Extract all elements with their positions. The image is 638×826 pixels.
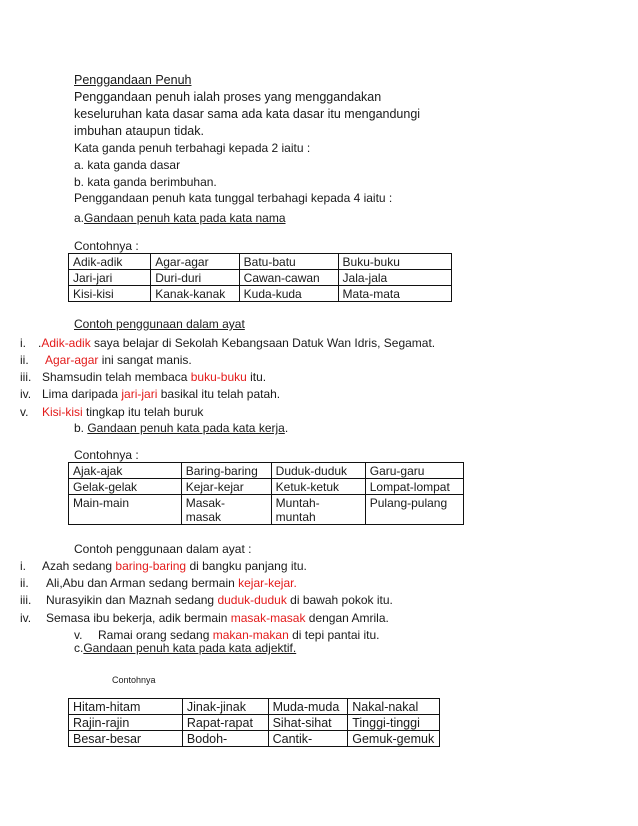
table-cell-text: Cantik- bbox=[272, 732, 313, 746]
intro-line-3: b. kata ganda berimbuhan. bbox=[74, 175, 217, 189]
table-cell bbox=[151, 254, 239, 270]
sentence bbox=[42, 404, 203, 420]
highlighted-word: Agar-agar bbox=[45, 353, 99, 367]
table-cell bbox=[365, 479, 463, 495]
table-cell bbox=[338, 270, 451, 286]
table-cell bbox=[268, 715, 348, 731]
table-cell-text: Jinak-jinak bbox=[186, 700, 246, 714]
section-c-prefix: c. bbox=[74, 641, 84, 655]
section-b-heading bbox=[74, 420, 288, 436]
table-cell-text: masak bbox=[185, 510, 222, 524]
table-cell bbox=[182, 715, 268, 731]
highlighted-word: duduk-duduk bbox=[217, 593, 287, 607]
section-a-prefix: a. bbox=[74, 211, 85, 225]
sentence-text: Semasa ibu bekerja, adik bermain bbox=[46, 611, 231, 625]
sentence-text: Azah sedang bbox=[42, 559, 116, 573]
table-cell-text: Rajin-rajin bbox=[73, 716, 130, 730]
table-cell bbox=[69, 270, 151, 286]
table-cell-text: Kanak-kanak bbox=[155, 287, 226, 301]
section-a-usage-heading-text: Contoh penggunaan dalam ayat bbox=[74, 317, 245, 331]
highlighted-word: makan-makan bbox=[212, 628, 289, 642]
table-cell bbox=[365, 463, 463, 479]
table-cell bbox=[182, 731, 268, 747]
section-a-heading bbox=[74, 210, 286, 226]
sentence-number: ii. bbox=[20, 576, 29, 590]
table-cell bbox=[268, 731, 348, 747]
section-a-examples-label: Contohnya : bbox=[74, 239, 139, 253]
sentence bbox=[42, 386, 280, 402]
table-cell-text: Buku-buku bbox=[342, 255, 400, 269]
table-cell-text: Garu-garu bbox=[369, 464, 425, 478]
table-cell bbox=[348, 699, 440, 715]
highlighted-word: Kisi-kisi bbox=[42, 405, 83, 419]
highlighted-word: masak-masak bbox=[230, 611, 306, 625]
sentence bbox=[38, 335, 435, 351]
table-cell-text: Agar-agar bbox=[155, 255, 209, 269]
table-row bbox=[69, 254, 452, 270]
table-cell-text: Mata-mata bbox=[342, 287, 400, 301]
sentence-text: tingkap itu telah buruk bbox=[82, 405, 204, 419]
table-cell bbox=[69, 731, 183, 747]
table-cell bbox=[182, 699, 268, 715]
table-cell bbox=[181, 479, 271, 495]
table-cell-text: Lompat-lompat bbox=[369, 480, 450, 494]
table-cell-text: Batu-batu bbox=[243, 255, 296, 269]
table-row bbox=[69, 699, 440, 715]
table-cell bbox=[181, 495, 271, 525]
section-a-usage-heading bbox=[74, 316, 245, 332]
section-b-prefix: b. bbox=[74, 421, 88, 435]
table-cell bbox=[69, 254, 151, 270]
sentence bbox=[42, 369, 266, 385]
sentence-text: Shamsudin telah membaca bbox=[42, 370, 191, 384]
sentence-number: v. bbox=[20, 405, 29, 419]
table-row bbox=[69, 463, 464, 479]
table-cell-text: Gelak-gelak bbox=[73, 480, 138, 494]
table-cell bbox=[239, 254, 338, 270]
definition-line-2: keseluruhan kata dasar sama ada kata dasar itu mengandungi bbox=[74, 107, 421, 121]
table-cell-text: Nakal-nakal bbox=[352, 700, 419, 714]
table-cell-text: Kuda-kuda bbox=[243, 287, 302, 301]
table-cell-text: Rapat-rapat bbox=[186, 716, 253, 730]
table-cell-text: Kejar-kejar bbox=[185, 480, 244, 494]
sentence-text: Lima daripada bbox=[42, 387, 122, 401]
table-row bbox=[69, 286, 452, 302]
table-cell-text: Cawan-cawan bbox=[243, 271, 320, 285]
section-b-suffix: . bbox=[284, 421, 289, 435]
table-cell-text: Pulang-pulang bbox=[369, 496, 448, 510]
table-cell bbox=[338, 286, 451, 302]
sentence-number: v. bbox=[74, 628, 83, 642]
table-cell bbox=[239, 270, 338, 286]
definition-line-3: imbuhan ataupun tidak. bbox=[74, 124, 204, 138]
table-cell-text: Ajak-ajak bbox=[73, 464, 123, 478]
sentence-text: Ali,Abu dan Arman sedang bermain bbox=[46, 576, 239, 590]
table-kata-kerja bbox=[68, 462, 464, 525]
sentence-number: iv. bbox=[20, 387, 32, 401]
highlighted-word: baring-baring bbox=[115, 559, 187, 573]
highlighted-word: buku-buku bbox=[190, 370, 247, 384]
sentence-text: ini sangat manis. bbox=[98, 353, 192, 367]
table-cell bbox=[69, 495, 182, 525]
section-b-examples-label: Contohnya : bbox=[74, 448, 139, 462]
table-cell-text: Tinggi-tinggi bbox=[352, 716, 420, 730]
table-cell bbox=[271, 479, 365, 495]
table-cell bbox=[151, 286, 239, 302]
section-c-examples-label: Contohnya bbox=[112, 675, 156, 685]
highlighted-word: kejar-kejar. bbox=[238, 576, 297, 590]
sentence bbox=[46, 575, 297, 591]
sentence-text: saya belajar di Sekolah Kebangsaan Datuk Wan Idris, Segamat. bbox=[90, 336, 436, 350]
intro-line-1: Kata ganda penuh terbahagi kepada 2 iaitu : bbox=[74, 141, 311, 155]
table-row bbox=[69, 495, 464, 525]
section-b-usage-heading: Contoh penggunaan dalam ayat : bbox=[74, 542, 252, 556]
table-cell bbox=[365, 495, 463, 525]
table-row bbox=[69, 715, 440, 731]
section-b-heading-text: Gandaan penuh kata pada kata kerja bbox=[87, 421, 285, 435]
table-cell-text: Bodoh- bbox=[186, 732, 228, 746]
table-row bbox=[69, 731, 440, 747]
table-cell bbox=[348, 715, 440, 731]
table-cell-text: muntah bbox=[275, 510, 316, 524]
table-cell bbox=[69, 463, 182, 479]
sentence bbox=[46, 610, 389, 626]
table-cell-text: Masak- bbox=[185, 496, 226, 510]
table-cell-text: Muda-muda bbox=[272, 700, 340, 714]
page-title: Penggandaan Penuh bbox=[74, 73, 192, 87]
sentence-text: Ramai orang sedang bbox=[98, 628, 213, 642]
table-cell bbox=[348, 731, 440, 747]
table-cell-text: Duduk-duduk bbox=[275, 464, 348, 478]
sentence-text: di tepi pantai itu. bbox=[288, 628, 380, 642]
sentence-text: . bbox=[38, 336, 42, 350]
table-cell-text: Kisi-kisi bbox=[73, 287, 114, 301]
table-cell-text: Hitam-hitam bbox=[73, 700, 141, 714]
table-cell-text: Besar-besar bbox=[73, 732, 142, 746]
section-a-heading-text: Gandaan penuh kata pada kata nama bbox=[84, 211, 286, 225]
table-cell bbox=[239, 286, 338, 302]
section-c-heading-text: Gandaan penuh kata pada kata adjektif. bbox=[83, 641, 297, 655]
definition-line-1: Penggandaan penuh ialah proses yang menggandakan bbox=[74, 90, 382, 104]
table-cell bbox=[69, 715, 183, 731]
highlighted-word: Adik-adik bbox=[41, 336, 91, 350]
sentence bbox=[42, 558, 307, 574]
intro-line-4: Penggandaan penuh kata tunggal terbahagi kepada 4 iaitu : bbox=[74, 191, 393, 205]
table-cell bbox=[338, 254, 451, 270]
table-cell bbox=[69, 479, 182, 495]
table-cell-text: Adik-adik bbox=[73, 255, 123, 269]
sentence-number: ii. bbox=[20, 353, 29, 367]
sentence-text: di bangku panjang itu. bbox=[186, 559, 307, 573]
sentence-text: basikal itu telah patah. bbox=[157, 387, 281, 401]
sentence-number: iii. bbox=[20, 370, 32, 384]
sentence-number: i. bbox=[20, 559, 26, 573]
table-cell bbox=[268, 699, 348, 715]
table-kata-adjektif bbox=[68, 698, 440, 747]
sentence-number: iii. bbox=[20, 593, 32, 607]
table-cell bbox=[69, 699, 183, 715]
sentence-text: di bawah pokok itu. bbox=[286, 593, 393, 607]
sentence bbox=[46, 592, 393, 608]
sentence bbox=[98, 627, 380, 643]
table-cell bbox=[181, 463, 271, 479]
table-cell-text: Duri-duri bbox=[155, 271, 202, 285]
table-cell bbox=[151, 270, 239, 286]
table-row bbox=[69, 270, 452, 286]
sentence bbox=[45, 352, 192, 368]
table-cell bbox=[69, 286, 151, 302]
table-row bbox=[69, 479, 464, 495]
sentence-text: itu. bbox=[246, 370, 267, 384]
table-cell-text: Jala-jala bbox=[342, 271, 388, 285]
table-cell bbox=[271, 463, 365, 479]
table-cell-text: Ketuk-ketuk bbox=[275, 480, 340, 494]
table-cell-text: Jari-jari bbox=[73, 271, 113, 285]
table-cell-text: Gemuk-gemuk bbox=[352, 732, 435, 746]
table-cell-text: Main-main bbox=[73, 496, 130, 510]
table-cell-text: Baring-baring bbox=[185, 464, 258, 478]
intro-line-2: a. kata ganda dasar bbox=[74, 158, 181, 172]
table-cell bbox=[271, 495, 365, 525]
table-cell-text: Sihat-sihat bbox=[272, 716, 332, 730]
highlighted-word: jari-jari bbox=[121, 387, 158, 401]
sentence-text: dengan Amrila. bbox=[305, 611, 389, 625]
sentence-text: Nurasyikin dan Maznah sedang bbox=[46, 593, 218, 607]
sentence-number: iv. bbox=[20, 611, 32, 625]
sentence-number: i. bbox=[20, 336, 26, 350]
table-cell-text: Muntah- bbox=[275, 496, 320, 510]
table-kata-nama bbox=[68, 253, 452, 302]
